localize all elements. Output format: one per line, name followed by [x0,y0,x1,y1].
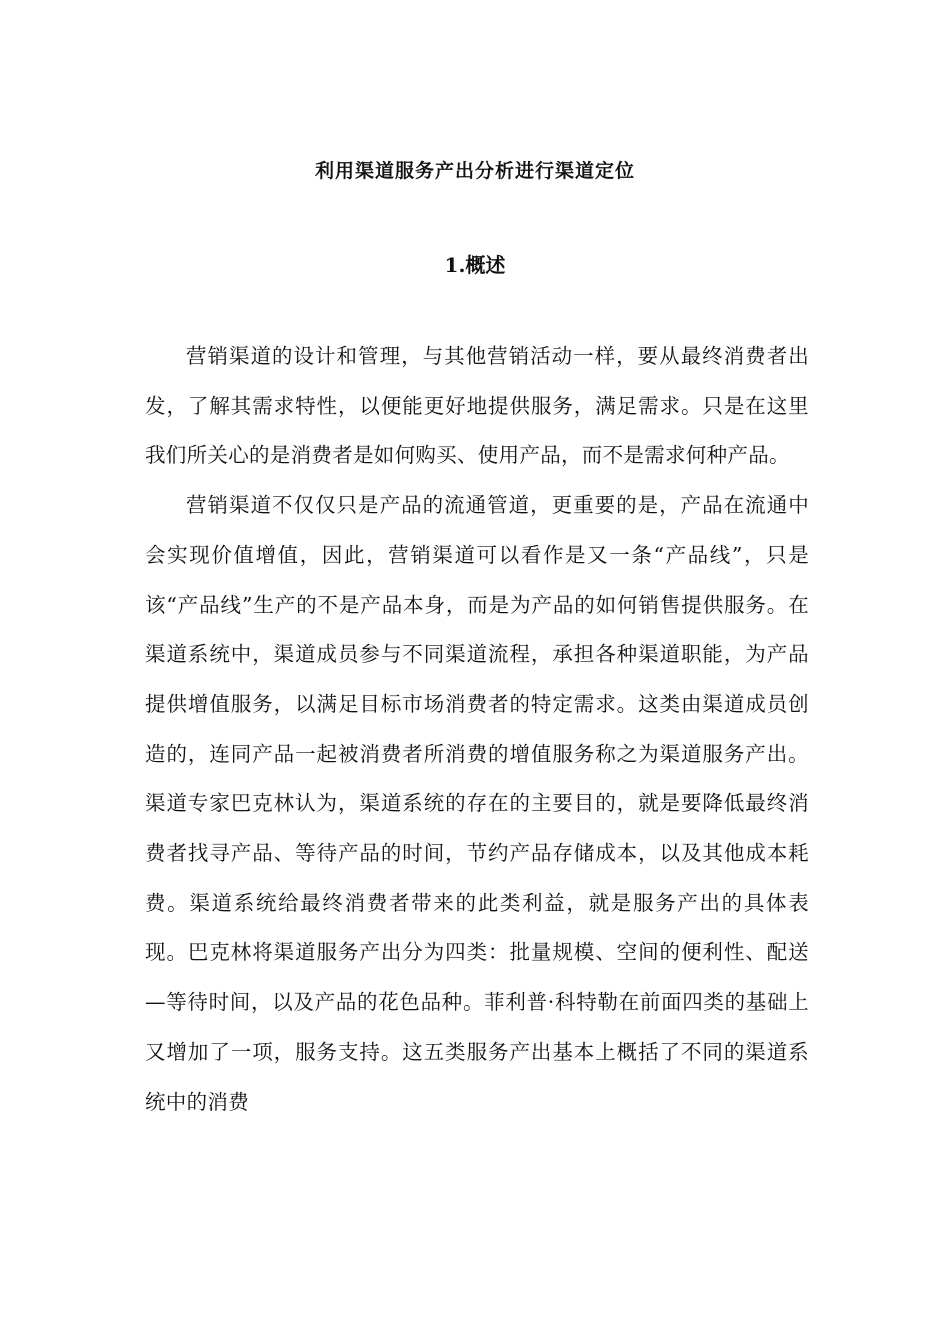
section-heading: 1.概述 [444,253,506,277]
body-text [145,332,809,1127]
paragraph-2: 营销渠道不仅仅只是产品的流通管道，更重要的是，产品在流通中会实现价值增值，因此，营销渠道可以看作是又一条“产品线”，只是该“产品线”生产的不是产品本身，而是为产品的如何销售提供服务。在渠道系统中，渠道成员参与不同渠道流程，承担各种渠道职能，为产品提供增值服务，以满足目标市场消费者的特定需求。这类由渠道成员创造的，连同产品一起被消费者所消费的增值服务称之为渠道服务产出。渠道专家巴克林认为，渠道系统的存在的主要目的，就是要降低最终消费者找寻产品、等待产品的时间，节约产品存储成本，以及其他成本耗费。渠道系统给最终消费者带来的此类利益，就是服务产出的具体表现。巴克林将渠道服务产出分为四类：批量规模、空间的便利性、配送—等待时间，以及产品的花色品种。菲利普·科特勒在前面四类的基础上又增加了一项，服务支持。这五类服务产出基本上概括了不同的渠道系统中的消费 [145,493,809,1114]
paragraph-1: 营销渠道的设计和管理，与其他营销活动一样，要从最终消费者出发，了解其需求特性，以便能更好地提供服务，满足需求。只是在这里我们所关心的是消费者是如何购买、使用产品，而不是需求何种产品。 [145,344,809,468]
document-title: 利用渠道服务产出分析进行渠道定位 [314,160,635,182]
